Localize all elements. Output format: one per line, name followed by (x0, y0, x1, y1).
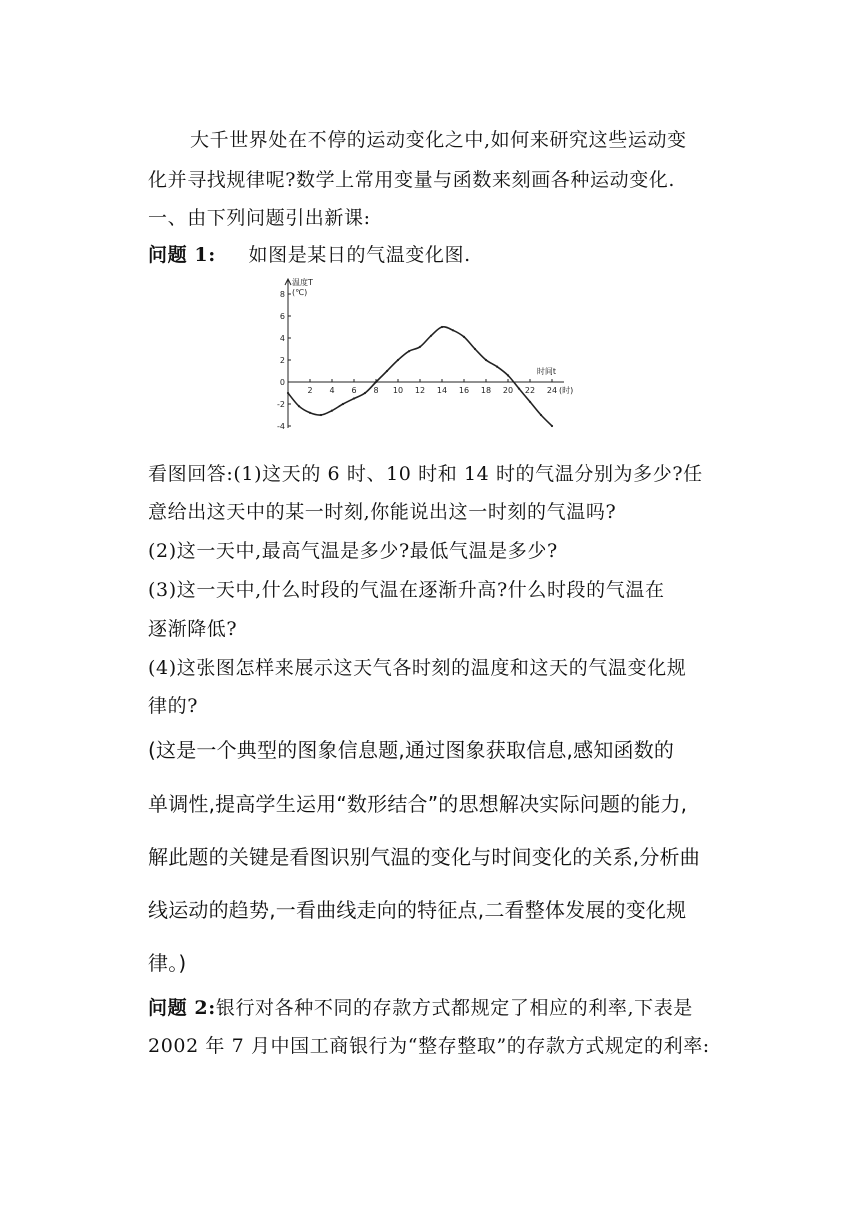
x-tick-label: 18 (480, 386, 492, 395)
data-point (298, 405, 300, 407)
x-tick-label: 22 (524, 386, 536, 395)
note-line-5: 律。) (148, 951, 187, 975)
data-point (540, 414, 542, 416)
answer-line-6: (4)这张图怎样来展示这天气各时刻的温度和这天的气温变化规 (148, 657, 687, 679)
x-tick-label: 24 (546, 386, 558, 395)
data-point (419, 346, 421, 348)
data-point (375, 381, 377, 383)
data-point (529, 401, 531, 403)
answer-line-3: (2)这一天中,最高气温是多少?最低气温是多少? (148, 540, 558, 562)
data-point (496, 366, 498, 368)
y-tick-label: -2 (277, 400, 285, 409)
data-point (353, 397, 355, 399)
data-point (342, 403, 344, 405)
answer-line-1: 看图回答:(1)这天的 6 时、10 时和 14 时的气温分别为多少?任 (148, 463, 703, 485)
data-point (474, 348, 476, 350)
data-point (287, 392, 289, 394)
intro-line-2: 化并寻找规律呢?数学上常用变量与函数来刻画各种运动变化. (148, 169, 676, 191)
chart-ticks (288, 294, 552, 426)
data-point (408, 350, 410, 352)
question-2 (148, 994, 693, 1022)
data-point (397, 359, 399, 361)
data-point (507, 374, 509, 376)
x-tick-label: 2 (307, 386, 313, 395)
x-tick-label: 6 (351, 386, 357, 395)
note-line-1: (这是一个典型的图象信息题,通过图象获取信息,感知函数的 (148, 738, 675, 762)
temperature-curve (288, 327, 552, 426)
chart-labels (277, 277, 573, 431)
answer-line-2: 意给出这天中的某一时刻,你能说出这一时刻的气温吗? (148, 501, 617, 523)
question-1-text: 如图是某日的气温变化图. (248, 244, 471, 266)
y-tick-label: 2 (279, 356, 285, 365)
question-1-label: 问题 1: (148, 244, 216, 266)
chart-axes (285, 279, 564, 428)
answer-line-4: (3)这一天中,什么时段的气温在逐渐升高?什么时段的气温在 (148, 579, 665, 601)
data-point (551, 425, 553, 427)
x-axis-label: 时间t (536, 367, 556, 376)
answer-line-7: 律的? (148, 695, 198, 717)
data-point (441, 326, 443, 328)
data-point (331, 410, 333, 412)
x-tick-label: 16 (458, 386, 470, 395)
answer-line-5: 逐渐降低? (148, 618, 238, 640)
y-tick-label: 8 (279, 290, 285, 299)
temperature-chart (277, 276, 574, 436)
x-tick-label: 10 (392, 386, 404, 395)
question-2-label: 问题 2: (148, 997, 216, 1019)
y-tick-label: 6 (279, 312, 285, 321)
x-tick-label: 20 (502, 386, 514, 395)
x-unit-label: (时) (559, 386, 574, 395)
note-line-4: 线运动的趋势,一看曲线走向的特征点,二看整体发展的变化规 (148, 898, 687, 922)
data-point (463, 336, 465, 338)
x-tick-label: 12 (414, 386, 426, 395)
data-point (309, 412, 311, 414)
data-point (364, 392, 366, 394)
data-point (518, 388, 520, 390)
data-point (320, 414, 322, 416)
section-heading: 一、由下列问题引出新课: (148, 207, 371, 229)
y-unit-label: (℃) (292, 288, 308, 297)
note-line-2: 单调性,提高学生运用“数形结合”的思想解决实际问题的能力, (148, 792, 688, 816)
intro-line-1: 大千世界处在不停的运动变化之中,如何来研究这些运动变 (190, 129, 687, 151)
x-tick-label: 8 (373, 386, 379, 395)
x-tick-label: 14 (436, 386, 448, 395)
y-tick-label: 0 (279, 378, 285, 387)
x-tick-label: 4 (329, 386, 335, 395)
y-axis-label: 温度T (292, 278, 313, 287)
y-tick-label: -4 (277, 422, 285, 431)
question-1 (148, 241, 471, 269)
data-point (386, 370, 388, 372)
data-point (452, 329, 454, 331)
y-tick-label: 4 (279, 334, 285, 343)
question-2-line-2: 2002 年 7 月中国工商银行为“整存整取”的存款方式规定的利率: (148, 1035, 710, 1057)
question-2-text: 银行对各种不同的存款方式都规定了相应的利率,下表是 (215, 997, 693, 1019)
data-point (485, 359, 487, 361)
data-point (430, 335, 432, 337)
note-line-3: 解此题的关键是看图识别气温的变化与时间变化的关系,分析曲 (148, 845, 700, 869)
